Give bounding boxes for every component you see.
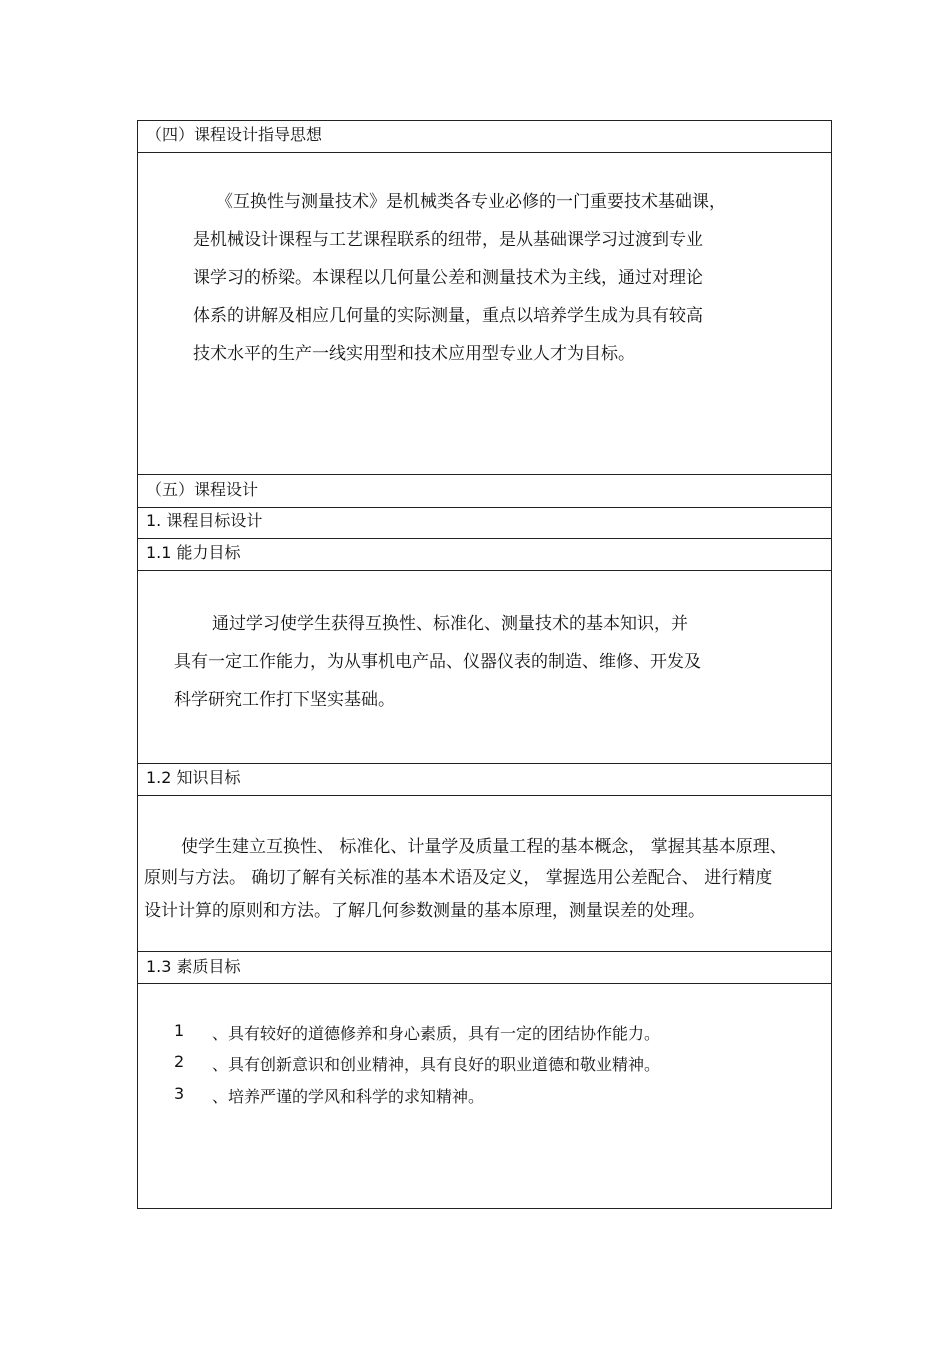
divider — [138, 507, 831, 508]
paragraph-line: 课学习的桥梁。本课程以几何量公差和测量技术为主线，通过对理论 — [193, 268, 703, 288]
list-item-text: 、具有创新意识和创业精神，具有良好的职业道德和敬业精神。 — [212, 1055, 661, 1074]
list-item — [174, 1052, 774, 1074]
divider — [138, 538, 831, 539]
divider — [138, 474, 831, 475]
list-item-text: 、培养严谨的学风和科学的求知精神。 — [212, 1087, 485, 1106]
paragraph-line: 技术水平的生产一线实用型和技术应用型专业人才为目标。 — [193, 344, 635, 364]
knowledge-goal-header: 1.2 知识目标 — [146, 768, 241, 787]
divider — [138, 951, 831, 952]
divider — [138, 763, 831, 764]
paragraph-line: 具有一定工作能力，为从事机电产品、仪器仪表的制造、维修、开发及 — [174, 652, 701, 672]
ability-goal-header: 1.1 能力目标 — [146, 543, 241, 562]
divider — [138, 795, 831, 796]
section5-header: （五）课程设计 — [146, 480, 259, 499]
paragraph-line: 设计计算的原则和方法。了解几何参数测量的基本原理，测量误差的处理。 — [144, 901, 705, 921]
paragraph-line: 科学研究工作打下坚实基础。 — [174, 690, 395, 710]
paragraph-line: 通过学习使学生获得互换性、标准化、测量技术的基本知识，并 — [212, 614, 688, 634]
section4-header: （四）课程设计指导思想 — [146, 125, 323, 144]
list-item — [174, 1021, 774, 1043]
quality-goal-header: 1.3 素质目标 — [146, 957, 241, 976]
list-item-number: 2 — [174, 1052, 185, 1071]
divider — [138, 152, 831, 153]
paragraph-line: 体系的讲解及相应几何量的实际测量，重点以培养学生成为具有较高 — [193, 306, 703, 326]
list-item-number: 1 — [174, 1021, 185, 1040]
divider — [138, 983, 831, 984]
list-item-number: 3 — [174, 1084, 185, 1103]
course-design-table — [137, 120, 832, 1209]
course-goal-design-header: 1. 课程目标设计 — [146, 511, 263, 530]
paragraph-line: 是机械设计课程与工艺课程联系的纽带，是从基础课学习过渡到专业 — [193, 230, 703, 250]
list-item-text: 、具有较好的道德修养和身心素质，具有一定的团结协作能力。 — [212, 1024, 661, 1043]
list-item — [174, 1084, 774, 1106]
paragraph-line: 《互换性与测量技术》是机械类各专业必修的一门重要技术基础课， — [216, 192, 726, 212]
divider — [138, 570, 831, 571]
paragraph-line: 使学生建立互换性、 标准化、计量学及质量工程的基本概念， 掌握其基本原理、 — [181, 837, 787, 857]
paragraph-line: 原则与方法。 确切了解有关标准的基本术语及定义， 掌握选用公差配合、 进行精度 — [144, 868, 773, 888]
